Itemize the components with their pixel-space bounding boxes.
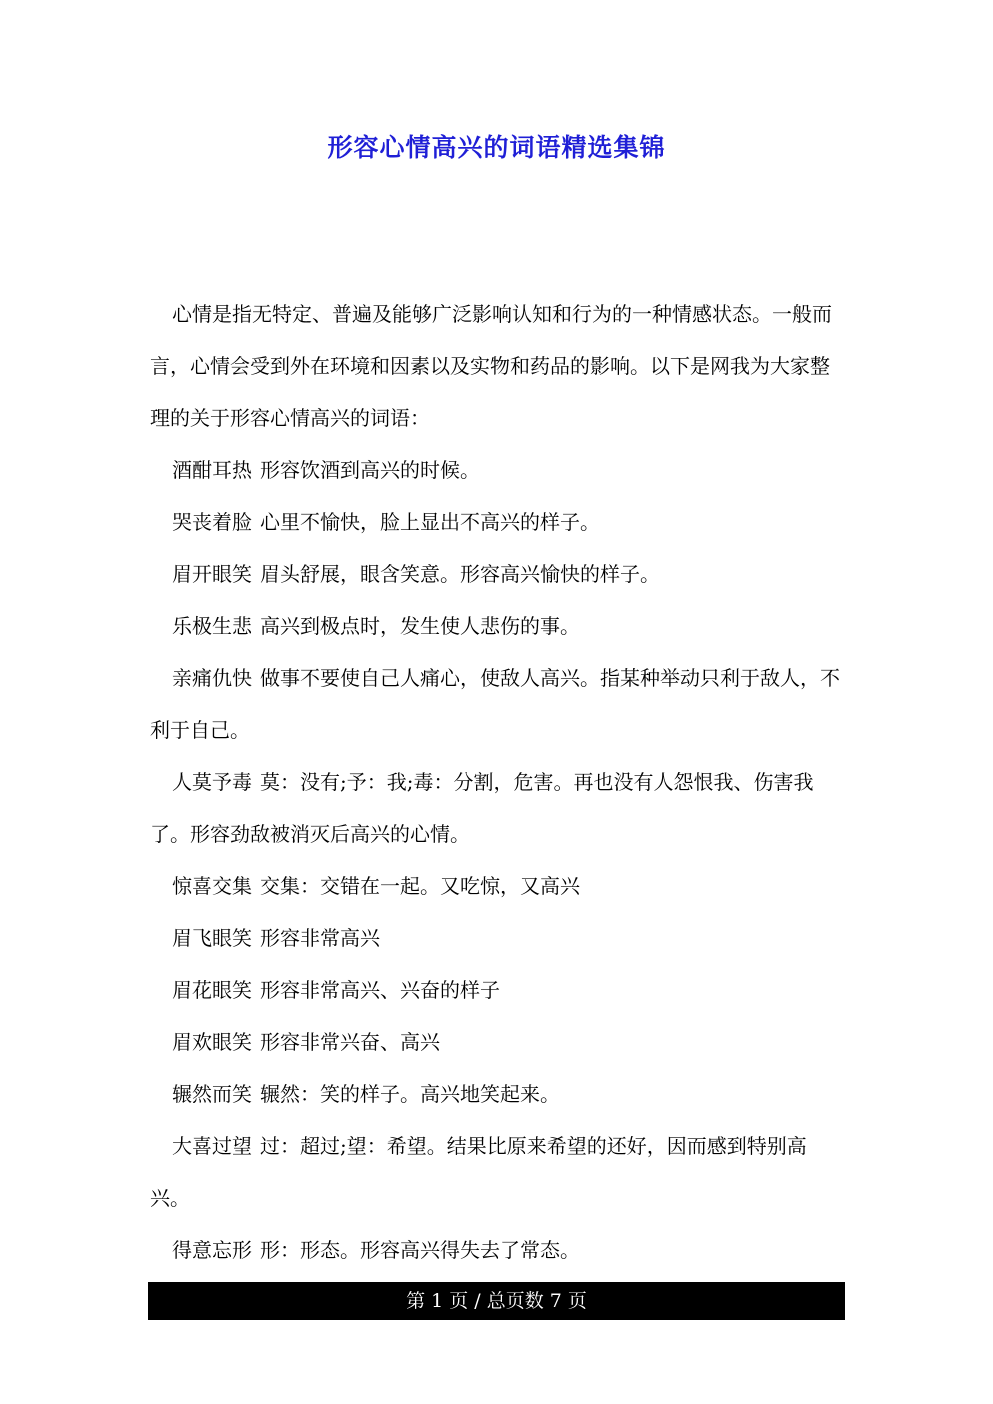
entry-definition: 形容非常高兴 bbox=[260, 926, 380, 950]
entry-paragraph bbox=[150, 496, 840, 548]
entry-paragraph bbox=[150, 1068, 840, 1120]
entry-definition: 交集：交错在一起。又吃惊，又高兴 bbox=[260, 874, 580, 898]
entry-term: 辗然而笑 bbox=[172, 1082, 252, 1106]
entry-term: 乐极生悲 bbox=[172, 614, 252, 638]
entry-definition: 过：超过;望：希望。结果比原来希望的还好，因而感到特别高兴。 bbox=[150, 1134, 807, 1210]
entry-term: 人莫予毒 bbox=[172, 770, 252, 794]
entry-term: 哭丧着脸 bbox=[172, 510, 252, 534]
entry-paragraph bbox=[150, 1016, 840, 1068]
entry-definition: 眉头舒展，眼含笑意。形容高兴愉快的样子。 bbox=[260, 562, 660, 586]
entry-definition: 心里不愉快，脸上显出不高兴的样子。 bbox=[260, 510, 600, 534]
entry-paragraph bbox=[150, 1120, 840, 1224]
entry-term: 得意忘形 bbox=[172, 1238, 252, 1262]
entry-paragraph bbox=[150, 860, 840, 912]
page-footer: 第 1 页 / 总页数 7 页 bbox=[148, 1282, 845, 1320]
entry-term: 眉欢眼笑 bbox=[172, 1030, 252, 1054]
entry-term: 亲痛仇快 bbox=[172, 666, 252, 690]
entry-term: 眉飞眼笑 bbox=[172, 926, 252, 950]
document-title: 形容心情高兴的词语精选集锦 bbox=[327, 133, 666, 162]
entry-term: 眉花眼笑 bbox=[172, 978, 252, 1002]
entry-definition: 形容非常兴奋、高兴 bbox=[260, 1030, 440, 1054]
entry-paragraph bbox=[150, 548, 840, 600]
entry-paragraph bbox=[150, 652, 840, 756]
entry-term: 惊喜交集 bbox=[172, 874, 252, 898]
entry-definition: 莫：没有;予：我;毒：分割，危害。再也没有人怨恨我、伤害我了。形容劲敌被消灭后高兴的心情。 bbox=[150, 770, 814, 846]
entry-paragraph bbox=[150, 1224, 840, 1276]
entry-term: 酒酣耳热 bbox=[172, 458, 252, 482]
entry-paragraph bbox=[150, 756, 840, 860]
entry-paragraph bbox=[150, 964, 840, 1016]
entry-definition: 形容非常高兴、兴奋的样子 bbox=[260, 978, 500, 1002]
entry-term: 眉开眼笑 bbox=[172, 562, 252, 586]
intro-paragraph: 心情是指无特定、普遍及能够广泛影响认知和行为的一种情感状态。一般而言，心情会受到外在环境和因素以及实物和药品的影响。以下是网我为大家整理的关于形容心情高兴的词语： bbox=[150, 302, 832, 430]
entry-term: 大喜过望 bbox=[172, 1134, 252, 1158]
entry-paragraph bbox=[150, 600, 840, 652]
entry-paragraph bbox=[150, 444, 840, 496]
entry-definition: 高兴到极点时，发生使人悲伤的事。 bbox=[260, 614, 580, 638]
entry-definition: 形：形态。形容高兴得失去了常态。 bbox=[260, 1238, 580, 1262]
entry-definition: 形容饮酒到高兴的时候。 bbox=[260, 458, 480, 482]
document-body bbox=[150, 288, 840, 1276]
entry-definition: 辗然：笑的样子。高兴地笑起来。 bbox=[260, 1082, 560, 1106]
entry-paragraph bbox=[150, 912, 840, 964]
entry-definition: 做事不要使自己人痛心，使敌人高兴。指某种举动只利于敌人，不利于自己。 bbox=[150, 666, 840, 742]
